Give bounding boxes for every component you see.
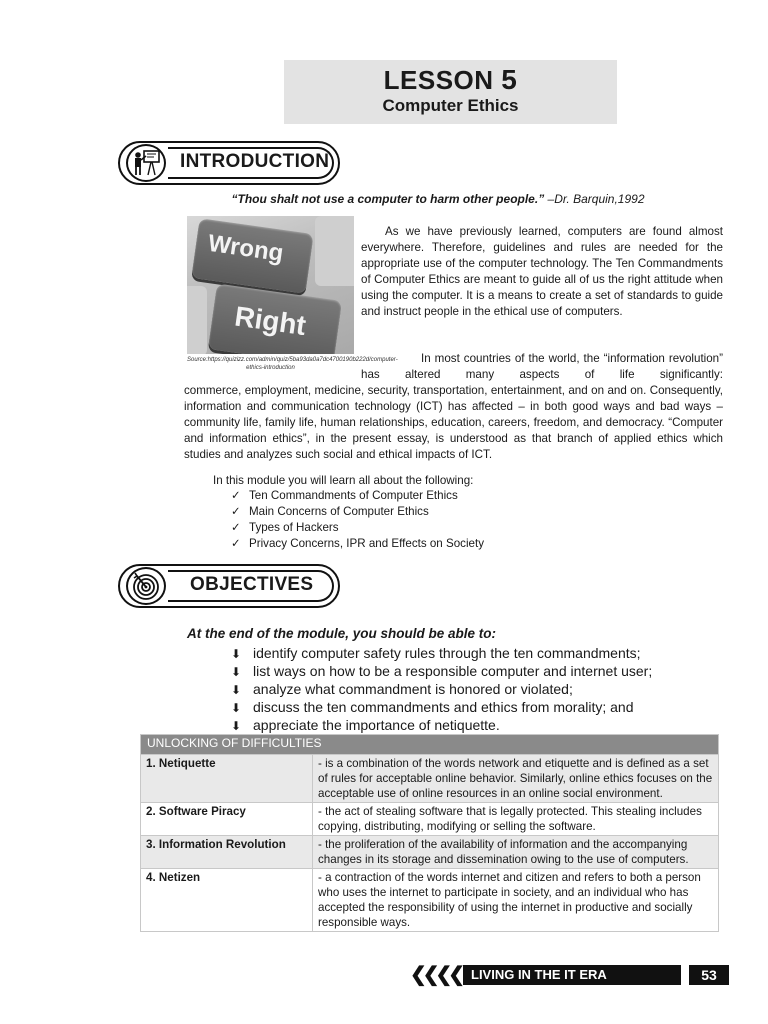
unlocking-difficulties-table bbox=[140, 734, 719, 932]
keyboard-key-edge bbox=[315, 216, 354, 286]
quote-attribution: –Dr. Barquin,1992 bbox=[544, 192, 645, 206]
list-item bbox=[231, 504, 484, 520]
list-item bbox=[231, 536, 484, 552]
objective-text: identify computer safety rules through the ten commandments; bbox=[253, 645, 641, 661]
term-cell: 2. Software Piracy bbox=[141, 803, 313, 836]
lesson-number: 5 bbox=[501, 64, 518, 95]
lesson-label: LESSON bbox=[383, 65, 494, 95]
list-item bbox=[231, 663, 652, 681]
lesson-title-box bbox=[284, 60, 617, 124]
table-row bbox=[141, 869, 719, 932]
page-footer bbox=[410, 964, 720, 986]
table-row bbox=[141, 836, 719, 869]
checkmark-icon: ✓ bbox=[231, 505, 241, 518]
keyboard-key-edge bbox=[187, 286, 207, 354]
objective-text: discuss the ten commandments and ethics from morality; and bbox=[253, 699, 634, 715]
list-item bbox=[231, 699, 652, 717]
down-arrow-bullet-icon: ⬇ bbox=[231, 647, 242, 661]
module-topic-list bbox=[231, 488, 484, 552]
list-item bbox=[231, 681, 652, 699]
introduction-heading bbox=[118, 141, 340, 185]
quote-text: “Thou shalt not use a computer to harm other people.” bbox=[231, 192, 545, 206]
module-topic: Types of Hackers bbox=[249, 521, 339, 534]
checkmark-icon: ✓ bbox=[231, 521, 241, 534]
image-source-caption: Source:https://quizizz.com/admin/quiz/5ba93da0a7dc4700190b222d/computer-ethics-introduction bbox=[187, 357, 398, 371]
definition-cell: - the proliferation of the availability of information and the accompanying changes in its storage and dissemination owing to the use of computers. bbox=[313, 836, 719, 869]
page-number: 53 bbox=[689, 965, 729, 985]
right-key: Right bbox=[208, 284, 342, 354]
module-topic: Ten Commandments of Computer Ethics bbox=[249, 489, 458, 502]
lesson-title bbox=[284, 64, 617, 96]
intro-quote bbox=[0, 192, 768, 206]
module-topic: Main Concerns of Computer Ethics bbox=[249, 505, 429, 518]
checkmark-icon: ✓ bbox=[231, 489, 241, 502]
objective-text: list ways on how to be a responsible computer and internet user; bbox=[253, 663, 653, 679]
objectives-heading-label: OBJECTIVES bbox=[190, 574, 314, 595]
list-item bbox=[231, 488, 484, 504]
list-item bbox=[231, 645, 652, 663]
intro-paragraph-1: As we have previously learned, computers are found almost everywhere. Therefore, guidelines and rules are needed for the appropriate use of the computer technology. The Ten Commandments of Computer Ethics are meant to guide all of us the right attitude when using the computer. It is a means to create a set of standards to guide and instruct people in the ethical use of computers. bbox=[361, 225, 723, 318]
wrong-right-keyboard-image bbox=[187, 216, 354, 354]
intro-paragraph-2-rest: commerce, employment, medicine, security, transportation, entertainment, and on and on. Consequently, information and communication technology (ICT) has affected – in both good ways and bad ways – community life, family life, human relationships, education, careers, freedom, and democracy. “Computer and information ethics”, in the present essay, is understood as that branch of applied ethics which studies and analyzes such social and ethical impacts of ICT. bbox=[184, 384, 723, 461]
chevrons-left-icon: ❮❮❮❮ bbox=[410, 964, 462, 986]
teacher-board-icon bbox=[126, 144, 166, 182]
term-cell: 3. Information Revolution bbox=[141, 836, 313, 869]
list-item bbox=[231, 520, 484, 536]
down-arrow-bullet-icon: ⬇ bbox=[231, 701, 242, 715]
intro-paragraph-2-start: In most countries of the world, the “information revolution” has altered many aspects of life significantly: bbox=[361, 352, 723, 381]
table-row bbox=[141, 755, 719, 803]
definition-cell: - a contraction of the words internet and citizen and refers to both a person who uses the internet to participate in society, and an individual who has accepted the responsibility of using the internet in productive and socially responsible ways. bbox=[313, 869, 719, 932]
footer-title: LIVING IN THE IT ERA bbox=[463, 965, 681, 985]
objectives-heading bbox=[118, 564, 340, 608]
table-row bbox=[141, 803, 719, 836]
introduction-heading-label: INTRODUCTION bbox=[180, 151, 330, 172]
objective-text: analyze what commandment is honored or violated; bbox=[253, 681, 573, 697]
checkmark-icon: ✓ bbox=[231, 537, 241, 550]
down-arrow-bullet-icon: ⬇ bbox=[231, 683, 242, 697]
wrong-key: Wrong bbox=[191, 218, 313, 293]
definition-cell: - is a combination of the words network and etiquette and is defined as a set of rules for acceptable online behavior. Similarly, online ethics focuses on the acceptable use of online resources in an online social environment. bbox=[313, 755, 719, 803]
down-arrow-bullet-icon: ⬇ bbox=[231, 719, 242, 733]
list-item bbox=[231, 717, 652, 735]
module-topic: Privacy Concerns, IPR and Effects on Society bbox=[249, 537, 484, 550]
objectives-lead: At the end of the module, you should be able to: bbox=[187, 626, 496, 641]
term-cell: 4. Netizen bbox=[141, 869, 313, 932]
lesson-subtitle: Computer Ethics bbox=[382, 96, 519, 115]
table-header-row bbox=[141, 735, 719, 755]
objectives-list bbox=[231, 645, 652, 735]
target-icon bbox=[126, 567, 166, 605]
definition-cell: - the act of stealing software that is legally protected. This stealing includes copying, distributing, modifying or selling the software. bbox=[313, 803, 719, 836]
objective-text: appreciate the importance of netiquette. bbox=[253, 717, 500, 733]
term-cell: 1. Netiquette bbox=[141, 755, 313, 803]
module-intro: In this module you will learn all about the following: bbox=[213, 474, 474, 487]
down-arrow-bullet-icon: ⬇ bbox=[231, 665, 242, 679]
table-header: UNLOCKING OF DIFFICULTIES bbox=[141, 735, 719, 755]
